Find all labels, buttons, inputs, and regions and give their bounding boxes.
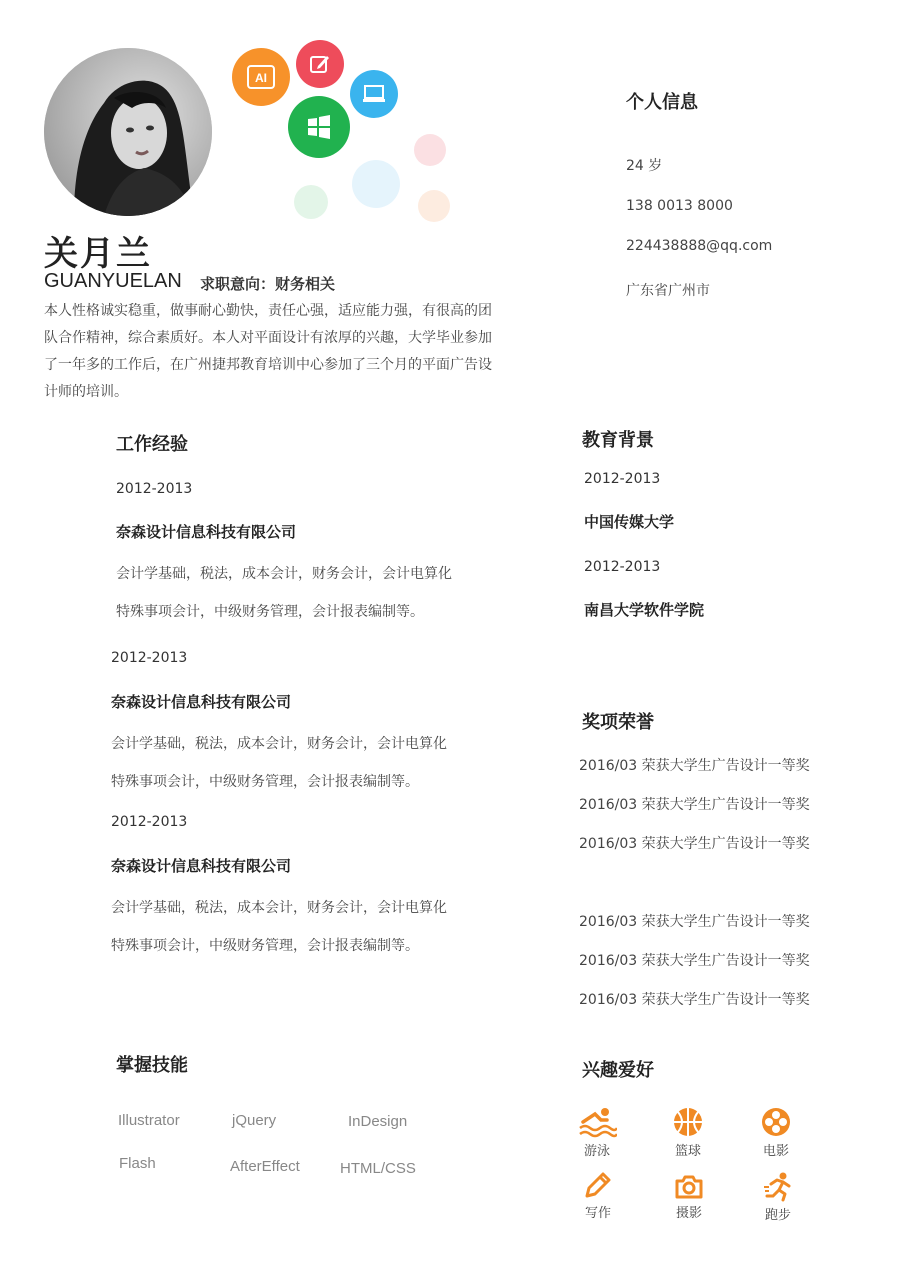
award-item: 2016/03 荣获大学生广告设计一等奖 <box>579 914 810 930</box>
hobby-running <box>748 1172 808 1223</box>
work-description: 特殊事项会计，中级财务管理，会计报表编制等。 <box>111 774 419 790</box>
faded-bubble-green <box>294 185 328 219</box>
education-years: 2012-2013 <box>584 559 661 575</box>
job-intent: 求职意向：财务相关 <box>200 275 336 293</box>
hobbies-title: 兴趣爱好 <box>582 1060 654 1081</box>
work-years: 2012-2013 <box>111 814 188 830</box>
education-title: 教育背景 <box>582 430 654 451</box>
hobby-label: 游泳 <box>583 1144 610 1159</box>
hobby-basketball <box>658 1106 718 1159</box>
illustrator-icon <box>247 65 275 89</box>
swimming-icon <box>577 1106 617 1138</box>
portrait-photo <box>44 48 212 216</box>
phone: 138 0013 8000 <box>626 198 733 214</box>
work-description: 会计学基础，税法，成本会计，财务会计，会计电算化 <box>111 736 447 752</box>
windows-icon <box>306 115 332 139</box>
skill-item: Illustrator <box>118 1112 180 1129</box>
skill-item: HTML/CSS <box>340 1160 416 1177</box>
awards-title: 奖项荣誉 <box>582 712 654 733</box>
work-years: 2012-2013 <box>111 650 188 666</box>
work-years: 2012-2013 <box>116 481 193 497</box>
skill-item: jQuery <box>232 1112 277 1129</box>
work-experience-title: 工作经验 <box>116 434 188 455</box>
work-description: 会计学基础，税法，成本会计，财务会计，会计电算化 <box>116 566 452 582</box>
email: 224438888@qq.com <box>626 238 773 254</box>
faded-bubble-blue <box>352 160 400 208</box>
award-item: 2016/03 荣获大学生广告设计一等奖 <box>579 953 810 969</box>
running-icon <box>763 1172 793 1202</box>
edit-icon <box>309 53 331 75</box>
work-company: 奈森设计信息科技有限公司 <box>111 857 292 875</box>
candidate-pinyin: GUANYUELAN <box>44 270 182 292</box>
edit-bubble <box>296 40 344 88</box>
hobby-photography <box>659 1174 719 1221</box>
work-description: 特殊事项会计，中级财务管理，会计报表编制等。 <box>111 938 419 954</box>
skill-item: AfterEffect <box>230 1158 300 1175</box>
hobby-label: 篮球 <box>674 1144 701 1159</box>
hobby-writing <box>568 1172 628 1221</box>
hobby-label: 摄影 <box>675 1206 702 1221</box>
computer-icon <box>362 84 386 104</box>
skills-title: 掌握技能 <box>116 1055 188 1076</box>
award-item: 2016/03 荣获大学生广告设计一等奖 <box>579 836 810 852</box>
award-item: 2016/03 荣获大学生广告设计一等奖 <box>579 992 810 1008</box>
self-introduction: 本人性格诚实稳重，做事耐心勤快，责任心强，适应能力强，有很高的团队合作精神，综合素质好。本人对平面设计有浓厚的兴趣，大学毕业参加了一年多的工作后，在广州捷邦教育培训中心参加了三个月的平面广告设计师的培训。 <box>44 303 492 400</box>
hobby-label: 跑步 <box>764 1208 791 1223</box>
location: 广东省广州市 <box>626 283 710 299</box>
age: 24 岁 <box>626 158 663 174</box>
education-school: 中国传媒大学 <box>584 513 675 531</box>
education-school: 南昌大学软件学院 <box>584 601 705 619</box>
hobby-swimming <box>567 1106 627 1159</box>
skill-item: Flash <box>119 1155 156 1172</box>
pencil-icon <box>583 1172 613 1200</box>
personal-info-title: 个人信息 <box>626 92 698 113</box>
hobby-label: 电影 <box>762 1144 789 1159</box>
award-item: 2016/03 荣获大学生广告设计一等奖 <box>579 797 810 813</box>
candidate-name: 关月兰 <box>44 234 152 274</box>
education-years: 2012-2013 <box>584 471 661 487</box>
faded-bubble-peach <box>418 190 450 222</box>
work-company: 奈森设计信息科技有限公司 <box>111 693 292 711</box>
faded-bubble-pink <box>414 134 446 166</box>
windows-bubble <box>288 96 350 158</box>
camera-icon <box>674 1174 704 1200</box>
work-description: 会计学基础，税法，成本会计，财务会计，会计电算化 <box>111 900 447 916</box>
skill-item: InDesign <box>348 1113 408 1130</box>
computer-bubble <box>350 70 398 118</box>
basketball-icon <box>672 1106 704 1138</box>
work-company: 奈森设计信息科技有限公司 <box>116 523 297 541</box>
ai-bubble <box>232 48 290 106</box>
film-reel-icon <box>760 1106 792 1138</box>
work-description: 特殊事项会计，中级财务管理，会计报表编制等。 <box>116 604 424 620</box>
hobby-label: 写作 <box>584 1206 611 1221</box>
avatar <box>44 48 212 216</box>
award-item: 2016/03 荣获大学生广告设计一等奖 <box>579 758 810 774</box>
svg-text:AI: AI <box>255 71 267 85</box>
hobby-movie <box>746 1106 806 1159</box>
